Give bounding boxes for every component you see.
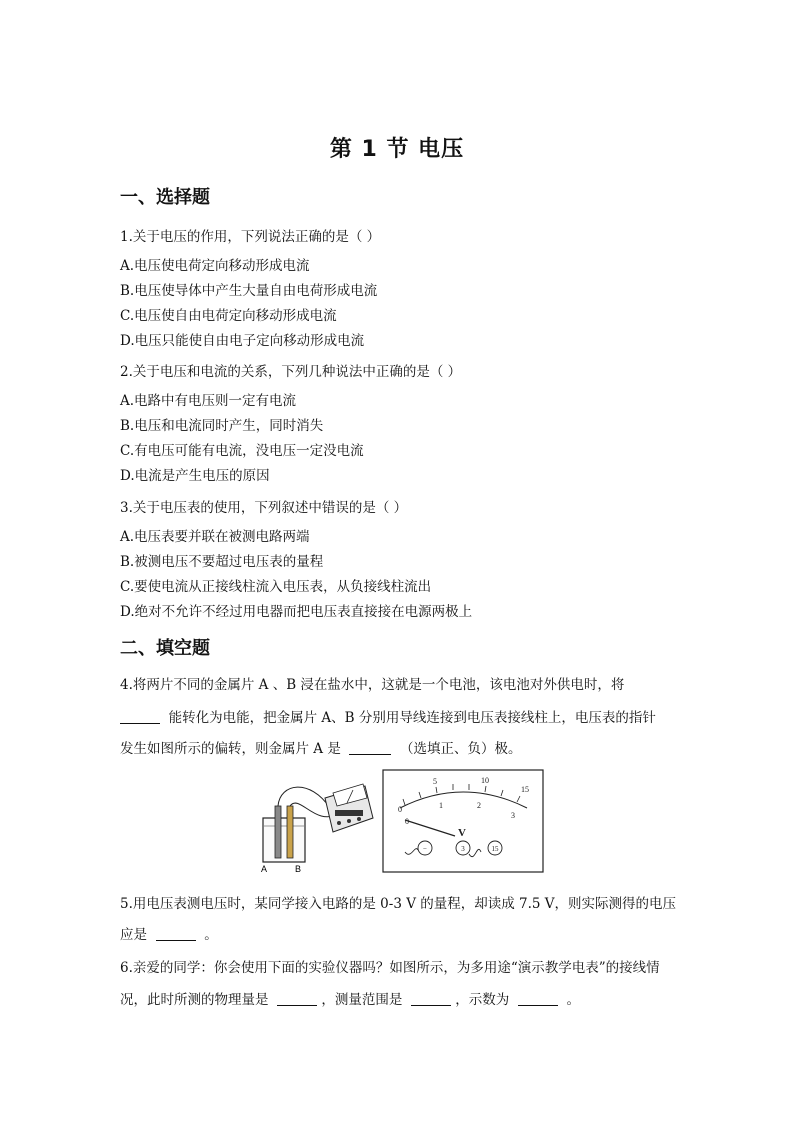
question-4-line-2-text: 能转化为电能，把金属片 A、B 分别用导线连接到电压表接线柱上，电压表的指针 xyxy=(168,710,656,726)
question-3-option-a: A.电压表要并联在被测电路两端 xyxy=(120,529,310,545)
scale-top-0: 0 xyxy=(398,805,402,814)
question-1-option-a: A.电压使电荷定向移动形成电流 xyxy=(120,258,310,274)
question-2-option-c: C.有电压可能有电流，没电压一定没电流 xyxy=(120,443,364,459)
metal-plate-b xyxy=(287,806,293,858)
answer-blank xyxy=(518,991,558,1006)
section-heading-choice: 一、选择题 xyxy=(120,187,210,208)
answer-blank xyxy=(277,991,317,1006)
terminal-negative-label: − xyxy=(423,845,427,853)
question-5-line-2-text-b: 。 xyxy=(204,927,218,943)
question-5-line-2 xyxy=(120,923,218,943)
question-4-line-3-text-a: 发生如图所示的偏转，则金属片 A 是 xyxy=(120,741,341,757)
question-6-line-1: 6.亲爱的同学：你会使用下面的实验仪器吗？如图所示，为多用途“演示教学电表”的接线情 xyxy=(120,960,660,976)
question-3-stem: 3.关于电压表的使用，下列叙述中错误的是（ ） xyxy=(120,500,408,516)
scale-bottom-2: 2 xyxy=(477,801,481,810)
salt-water-beaker xyxy=(263,818,305,862)
answer-blank xyxy=(411,991,451,1006)
scale-bottom-0: 0 xyxy=(405,817,409,826)
question-4-line-3 xyxy=(120,737,522,757)
answer-blank xyxy=(349,740,391,755)
page-title: 第 1 节 电压 xyxy=(329,137,465,162)
question-6-line-2 xyxy=(120,988,580,1008)
question-2-stem: 2.关于电压和电流的关系，下列几种说法中正确的是（ ） xyxy=(120,364,462,380)
battery-voltmeter-diagram xyxy=(255,768,545,876)
question-5-line-1: 5.用电压表测电压时，某同学接入电路的是 0-3 V 的量程，却读成 7.5 V，则实际测得的电压 xyxy=(120,896,677,912)
question-6-line-2-text-d: 。 xyxy=(566,992,580,1008)
plate-label-a: A xyxy=(261,864,268,874)
question-6-line-2-text-b: ，测量范围是 xyxy=(321,992,403,1008)
question-1-option-c: C.电压使自由电荷定向移动形成电流 xyxy=(120,308,337,324)
scale-top-10: 10 xyxy=(481,776,489,785)
question-1-option-d: D.电压只能使自由电子定向移动形成电流 xyxy=(120,333,365,349)
question-2-option-b: B.电压和电流同时产生，同时消失 xyxy=(120,418,324,434)
wire-a xyxy=(278,787,330,808)
scale-top-5: 5 xyxy=(433,777,437,786)
answer-blank xyxy=(120,709,160,724)
small-voltmeter xyxy=(325,784,373,832)
section-heading-fill: 二、填空题 xyxy=(120,638,210,659)
question-2-option-a: A.电路中有电压则一定有电流 xyxy=(120,393,297,409)
question-1-option-b: B.电压使导体中产生大量自由电荷形成电流 xyxy=(120,283,378,299)
question-1-stem: 1.关于电压的作用，下列说法正确的是（ ） xyxy=(120,229,381,245)
meter-unit-label: V xyxy=(458,827,466,839)
question-4-line-2 xyxy=(120,706,656,726)
scale-bottom-3: 3 xyxy=(511,811,515,820)
question-4-line-3-text-b: （选填正、负）极。 xyxy=(400,741,522,757)
question-4-line-1: 4.将两片不同的金属片 A 、B 浸在盐水中，这就是一个电池，该电池对外供电时，将 xyxy=(120,677,625,693)
scale-top-15: 15 xyxy=(521,785,529,794)
question-3-option-b: B.被测电压不要超过电压表的量程 xyxy=(120,554,324,570)
question-3-option-d: D.绝对不允许不经过用电器而把电压表直接接在电源两极上 xyxy=(120,604,473,620)
voltmeter-figure xyxy=(255,768,545,880)
question-6-line-2-text-a: 况，此时所测的物理量是 xyxy=(120,992,269,1008)
question-5-line-2-text-a: 应是 xyxy=(120,927,147,943)
terminal-15-label: 15 xyxy=(491,845,499,853)
metal-plate-a xyxy=(275,806,281,858)
terminal-3-label: 3 xyxy=(461,845,465,853)
question-3-option-c: C.要使电流从正接线柱流入电压表，从负接线柱流出 xyxy=(120,579,432,595)
answer-blank xyxy=(156,926,196,941)
scale-bottom-1: 1 xyxy=(439,801,443,810)
plate-label-b: B xyxy=(295,864,302,874)
question-6-line-2-text-c: ，示数为 xyxy=(455,992,510,1008)
question-2-option-d: D.电流是产生电压的原因 xyxy=(120,468,270,484)
